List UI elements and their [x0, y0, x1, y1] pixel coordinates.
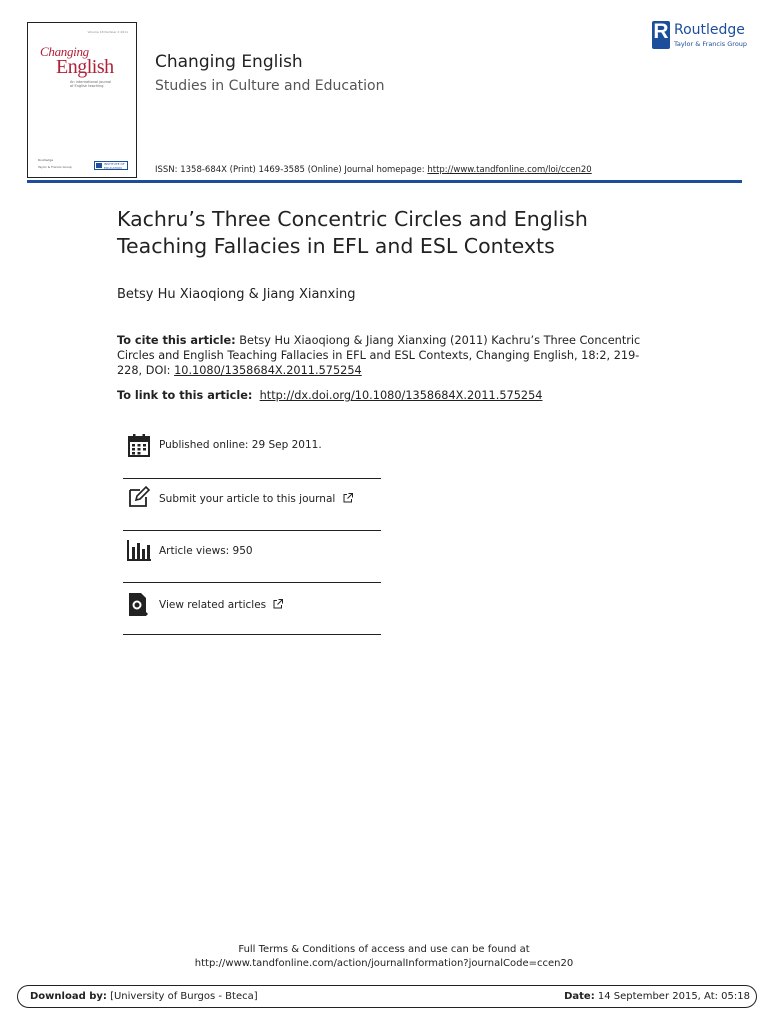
header-divider	[27, 180, 742, 183]
terms-url[interactable]: http://www.tandfonline.com/action/journalInformation?journalCode=ccen20	[194, 958, 574, 969]
cover-title-line1: Changing	[40, 44, 89, 59]
routledge-logo[interactable]	[652, 21, 747, 51]
citation-label: To cite this article:	[117, 334, 236, 347]
external-link-icon	[343, 493, 353, 503]
terms-notice	[0, 943, 768, 971]
cover-volume: Volume 18 Number 2 2011	[87, 30, 128, 34]
related-articles-row[interactable]	[123, 583, 381, 635]
link-label: To link to this article:	[117, 389, 253, 402]
related-articles-link[interactable]: View related articles	[159, 599, 267, 611]
edit-icon	[127, 485, 151, 509]
routledge-r-icon: R	[652, 21, 670, 49]
doi-link[interactable]: 10.1080/1358684X.2011.575254	[174, 364, 362, 377]
row-divider	[123, 634, 381, 635]
journal-subtitle: Studies in Culture and Education	[155, 78, 385, 94]
article-views-row	[123, 531, 381, 583]
publisher-tagline: Taylor & Francis Group	[674, 40, 748, 48]
published-online-text: Published online: 29 Sep 2011.	[159, 439, 322, 451]
cover-publisher-logo	[38, 156, 72, 170]
journal-title: Changing English	[155, 52, 303, 72]
terms-line1: Full Terms & Conditions of access and use can be found at	[238, 944, 530, 955]
cover-publisher-name: Routledge	[38, 158, 54, 162]
cover-publisher-tag: Taylor & Francis Group	[38, 165, 72, 169]
published-online-row	[123, 427, 381, 479]
article-doi-url[interactable]: http://dx.doi.org/10.1080/1358684X.2011.575254	[259, 389, 543, 402]
document-search-icon	[127, 593, 151, 617]
article-link-line	[117, 389, 542, 402]
submit-article-row[interactable]	[123, 479, 381, 531]
citation-block	[117, 333, 657, 378]
issn-text: ISSN: 1358-684X (Print) 1469-3585 (Online) Journal homepage:	[155, 165, 428, 175]
date-value: 14 September 2015, At: 05:18	[594, 991, 750, 1002]
article-views-text: Article views: 950	[159, 545, 253, 557]
date-label: Date:	[564, 991, 595, 1002]
download-label: Download by:	[30, 991, 107, 1002]
journal-homepage-link[interactable]: http://www.tandfonline.com/loi/ccen20	[427, 165, 592, 175]
issn-line	[155, 165, 592, 175]
citation-text: Betsy Hu Xiaoqiong & Jiang Xianxing (2011) Kachru’s Three Concentric Circles and English Teaching Fallacies in EFL and ESL Contexts, Changing English, 18:2, 219-228, DOI:	[117, 334, 641, 377]
download-info-bar	[17, 985, 757, 1008]
download-value: [University of Burgos - Bteca]	[106, 991, 258, 1002]
article-title: Kachru’s Three Concentric Circles and English Teaching Fallacies in EFL and ESL Contexts	[117, 207, 588, 258]
submit-article-link[interactable]: Submit your article to this journal	[159, 493, 336, 505]
cover-partner-logo: INSTITUTE OF EDUCATION	[94, 161, 128, 170]
external-link-icon	[273, 599, 283, 609]
cover-title-line2: English	[56, 56, 114, 78]
bar-chart-icon	[127, 539, 151, 563]
publisher-name: Routledge	[674, 22, 745, 38]
calendar-icon	[127, 434, 151, 458]
journal-cover-thumbnail	[27, 22, 137, 178]
article-authors: Betsy Hu Xiaoqiong & Jiang Xianxing	[117, 287, 356, 302]
cover-subtitle: An international journal of English teaching	[70, 80, 112, 88]
